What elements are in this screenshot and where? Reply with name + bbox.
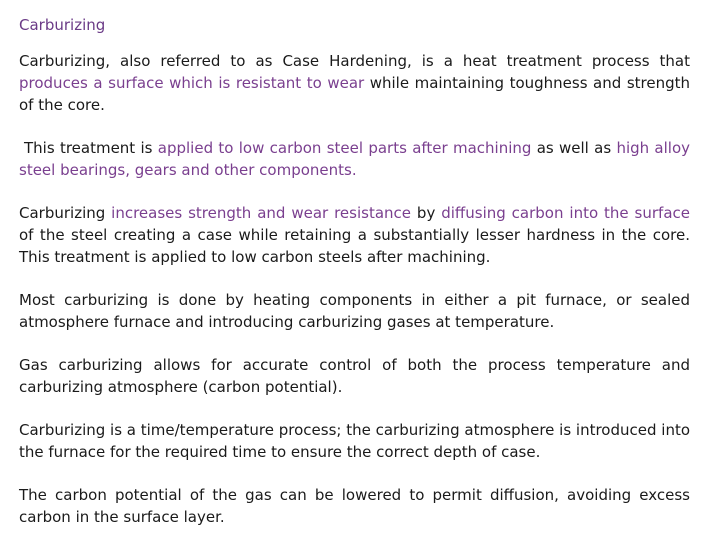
paragraph-5 [19, 354, 690, 398]
text-run: The carbon potential of the gas can be lowered to permit diffusion, avoiding excess carbon in the surface layer. [19, 486, 690, 526]
highlighted-phrase: produces a surface which is resistant to wear [19, 74, 365, 92]
highlighted-phrase: applied to low carbon steel parts after machining [157, 139, 532, 157]
text-run: Carburizing, also referred to as Case Hardening, is a heat treatment process that [19, 52, 690, 70]
text-run: This treatment is [24, 139, 158, 157]
paragraph-1 [19, 50, 690, 116]
highlighted-phrase: diffusing carbon into the surface [441, 204, 690, 222]
paragraph-2 [19, 137, 690, 181]
text-run: by [411, 204, 442, 222]
text-run: of the steel creating a case while retaining a substantially lesser hardness in the core. This treatment is applied to low carbon steels after machining. [19, 226, 690, 266]
text-run: Carburizing [19, 204, 112, 222]
body-text [19, 50, 690, 528]
highlighted-phrase: high alloy steel bearings, gears and other components. [19, 139, 691, 179]
paragraph-4 [19, 289, 690, 333]
page-title: Carburizing [19, 16, 106, 34]
paragraph-3 [19, 202, 690, 268]
paragraph-7 [19, 484, 690, 528]
text-run: Gas carburizing allows for accurate control of both the process temperature and carburizing atmosphere (carbon potential). [19, 356, 690, 396]
text-run: Most carburizing is done by heating components in either a pit furnace, or sealed atmosphere furnace and introducing carburizing gases at temperature. [19, 291, 690, 331]
highlighted-phrase: increases strength and wear resistance [111, 204, 412, 222]
text-run: as well as [531, 139, 617, 157]
text-run: while maintaining toughness and strength of the core. [19, 74, 690, 114]
paragraph-6 [19, 419, 690, 463]
text-run: Carburizing is a time/temperature process; the carburizing atmosphere is introduced into the furnace for the required time to ensure the correct depth of case. [19, 421, 691, 461]
